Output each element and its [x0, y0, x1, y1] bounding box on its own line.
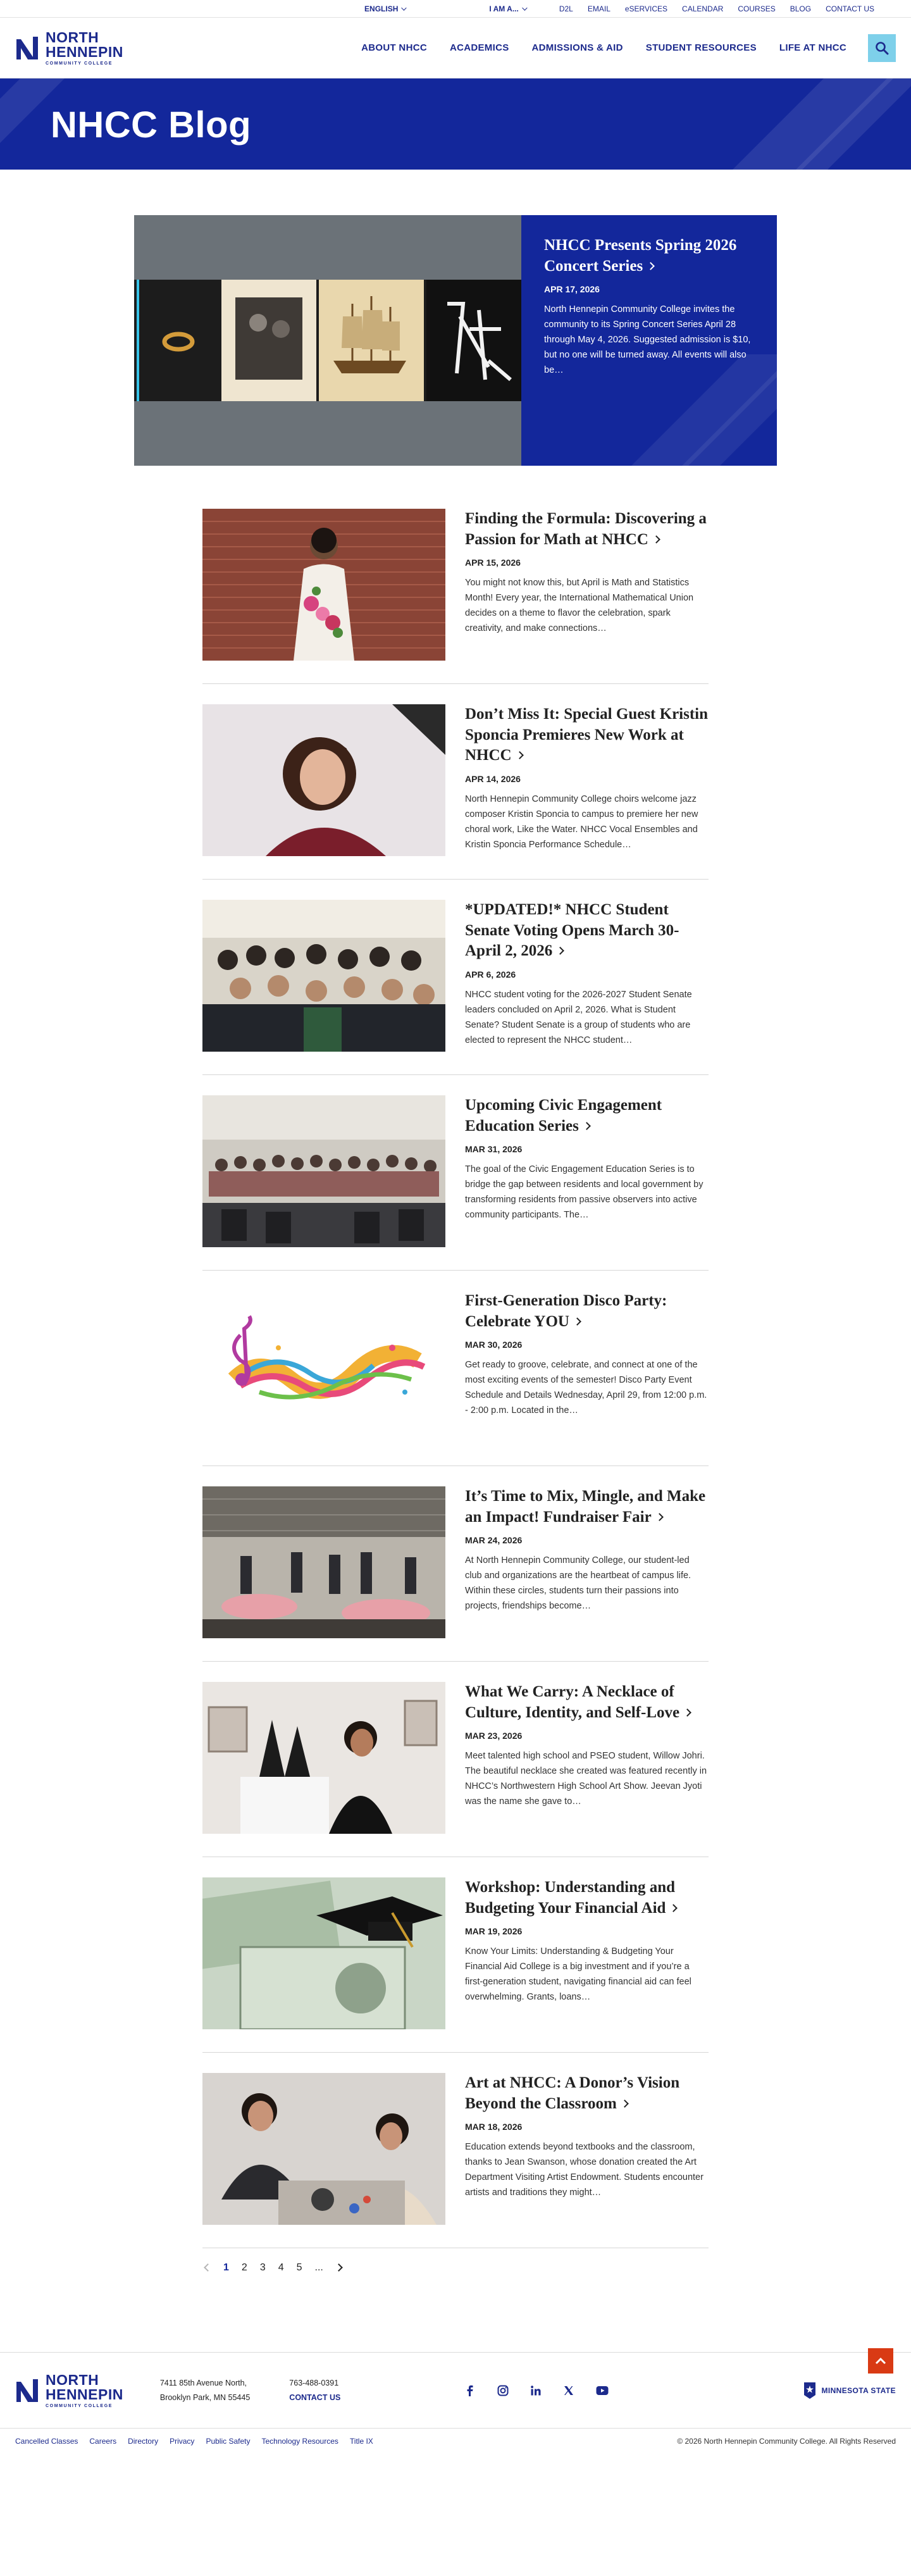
- post-item: [202, 1877, 709, 2053]
- post-title[interactable]: Don’t Miss It: Special Guest Kristin Sponcia Premieres New Work at NHCC: [465, 706, 709, 764]
- post-excerpt: At North Hennepin Community College, our student-led club and organizations are the heartbeat of campus life. Within these circles, students turn their passions into projects, friendships become…: [465, 1555, 691, 1612]
- chevron-right-icon: [670, 1904, 678, 1912]
- logo-mark-icon: [15, 34, 39, 62]
- post-image-fundraiser-fair[interactable]: [202, 1486, 445, 1638]
- chevron-right-icon: [516, 751, 524, 759]
- footer-link-technology-resources[interactable]: Technology Resources: [261, 2436, 338, 2446]
- chevron-left-icon: [204, 2263, 212, 2272]
- main-nav: [338, 34, 896, 62]
- post-excerpt: You might not know this, but April is Math and Statistics Month! Every year, the International Mathematical Union decides on a theme to flavor the celebration, spark creativity, and make connections…: [465, 578, 694, 634]
- footer-link-title-ix[interactable]: Title IX: [349, 2436, 373, 2446]
- pagination-next[interactable]: [336, 2262, 342, 2274]
- hero-banner: [0, 78, 911, 170]
- post-title[interactable]: First-Generation Disco Party: Celebrate YOU: [465, 1292, 667, 1330]
- post-title[interactable]: Workshop: Understanding and Budgeting Your Financial Aid: [465, 1877, 709, 1919]
- post-excerpt: North Hennepin Community College choirs welcome jazz composer Kristin Sponcia to campus to premiere her new choral work, Like the Water. NHCC Vocal Ensembles and Kristin Sponcia Performance Schedule…: [465, 793, 698, 850]
- footer-logo[interactable]: [15, 2373, 123, 2408]
- featured-post-excerpt: North Hennepin Community College invites the community to its Spring Concert Series April 28 through May 4, 2026. Suggested admission is $10, but no one will be turned away. All events will also be…: [544, 304, 751, 376]
- footer-phone[interactable]: 763-488-0391: [289, 2379, 339, 2387]
- copyright: © 2026 North Hennepin Community College. All Rights Reserved: [677, 2436, 896, 2446]
- x-twitter-icon[interactable]: [563, 2385, 574, 2396]
- site-header: [0, 18, 911, 78]
- chevron-right-icon: [573, 1317, 581, 1326]
- chevron-up-icon: [875, 2357, 886, 2365]
- post-image-kristin-sponcia[interactable]: [202, 704, 445, 856]
- featured-post-title[interactable]: NHCC Presents Spring 2026 Concert Series: [544, 237, 737, 275]
- page-link-1[interactable]: 1: [223, 2262, 229, 2273]
- post-title[interactable]: *UPDATED!* NHCC Student Senate Voting Opens March 30-April 2, 2026: [465, 901, 679, 959]
- page-link-3[interactable]: 3: [259, 2262, 266, 2273]
- post-excerpt: Get ready to groove, celebrate, and connect at one of the most exciting events of the semester! Disco Party Event Schedule and Details Wednesday, April 29, from 12:00 p.m. - 2:00 p.m. Located in the…: [465, 1360, 707, 1416]
- footer-address: 7411 85th Avenue North, Brooklyn Park, MN 55445: [159, 2379, 251, 2402]
- chevron-right-icon: [652, 535, 660, 544]
- util-link-blog[interactable]: BLOG: [790, 4, 812, 13]
- chevron-right-icon: [583, 1122, 591, 1130]
- linkedin-icon[interactable]: [530, 2385, 542, 2396]
- search-icon: [875, 41, 889, 55]
- page-link-2[interactable]: 2: [241, 2262, 247, 2273]
- footer-link-careers[interactable]: Careers: [89, 2436, 117, 2446]
- logo-north-text: NORTH: [46, 28, 99, 46]
- nhcc-logo[interactable]: [15, 30, 123, 66]
- post-item: [202, 1486, 709, 1662]
- featured-post-date: APR 17, 2026: [544, 284, 600, 294]
- footer-links: [15, 2437, 373, 2446]
- footer-link-public-safety[interactable]: Public Safety: [206, 2436, 251, 2446]
- logo-mark-icon: [15, 2377, 39, 2405]
- nav-admissions-aid[interactable]: ADMISSIONS & AID: [531, 42, 623, 53]
- chevron-right-icon: [335, 2263, 343, 2272]
- page-link-5[interactable]: 5: [296, 2262, 302, 2273]
- post-item: [202, 509, 709, 684]
- pagination: [202, 2262, 709, 2274]
- back-to-top-button[interactable]: [868, 2348, 893, 2374]
- post-image-financial-aid[interactable]: [202, 1877, 445, 2029]
- chevron-right-icon: [556, 947, 564, 955]
- post-item: [202, 1682, 709, 1857]
- post-date: MAR 24, 2026: [465, 1535, 523, 1545]
- chevron-down-icon: [522, 5, 527, 10]
- util-link-eservices[interactable]: eSERVICES: [624, 4, 668, 13]
- post-excerpt: NHCC student voting for the 2026-2027 Student Senate leaders concluded on April 2, 2026. What is Student Senate? Student Senate is a group of students who are elected to represent the NHCC student…: [465, 989, 692, 1045]
- chevron-right-icon: [621, 2100, 629, 2108]
- post-date: MAR 30, 2026: [465, 1340, 523, 1350]
- language-select[interactable]: ENGLISH: [364, 4, 405, 13]
- post-excerpt: Know Your Limits: Understanding & Budgeting Your Financial Aid College is a big investment and if you’re a first-generation student, navigating financial aid can feel overwhelming. Grants, loans…: [465, 1946, 691, 2003]
- nav-life-at-nhcc[interactable]: LIFE AT NHCC: [779, 42, 846, 53]
- chevron-down-icon: [402, 5, 407, 10]
- chevron-right-icon: [655, 1513, 664, 1521]
- post-image-math[interactable]: [202, 509, 445, 661]
- youtube-icon[interactable]: [596, 2386, 609, 2396]
- post-item: [202, 1095, 709, 1271]
- footer-logo-hennepin: HENNEPIN: [46, 2386, 123, 2403]
- post-date: APR 15, 2026: [465, 557, 521, 568]
- post-date: MAR 23, 2026: [465, 1731, 523, 1741]
- post-title[interactable]: Finding the Formula: Discovering a Passion for Math at NHCC: [465, 510, 707, 548]
- facebook-icon[interactable]: [464, 2385, 476, 2396]
- util-link-calendar[interactable]: CALENDAR: [682, 4, 724, 13]
- chevron-right-icon: [683, 1708, 691, 1717]
- logo-hennepin-text: HENNEPIN: [46, 43, 123, 60]
- post-image-student-senate[interactable]: [202, 900, 445, 1052]
- post-image-necklace[interactable]: [202, 1682, 445, 1834]
- i-am-a-dropdown[interactable]: I AM A...: [489, 4, 525, 13]
- logo-community-college-text: COMMUNITY COLLEGE: [46, 61, 113, 66]
- footer: [0, 2352, 911, 2453]
- post-excerpt: The goal of the Civic Engagement Education Series is to bridge the gap between residents and local government by transforming residents from passive observers into active community participants. The…: [465, 1164, 703, 1221]
- post-date: MAR 31, 2026: [465, 1144, 523, 1154]
- post-date: APR 6, 2026: [465, 969, 516, 980]
- footer-logo-north: NORTH: [46, 2371, 99, 2388]
- page-title: NHCC Blog: [51, 104, 252, 146]
- post-title[interactable]: Upcoming Civic Engagement Education Series: [465, 1097, 662, 1135]
- util-link-courses[interactable]: COURSES: [738, 4, 776, 13]
- post-title[interactable]: It’s Time to Mix, Mingle, and Make an Impact! Fundraiser Fair: [465, 1488, 706, 1526]
- nav-academics[interactable]: ACADEMICS: [449, 42, 509, 53]
- utility-bar: [0, 0, 911, 18]
- footer-link-cancelled-classes[interactable]: Cancelled Classes: [15, 2436, 78, 2446]
- instagram-icon[interactable]: [497, 2385, 509, 2396]
- minnesota-state-logo[interactable]: MINNESOTA STATE: [803, 2381, 896, 2400]
- featured-post-image[interactable]: [134, 215, 521, 466]
- pagination-prev[interactable]: [205, 2262, 211, 2274]
- post-image-art-donor[interactable]: [202, 2073, 445, 2225]
- post-title[interactable]: What We Carry: A Necklace of Culture, Identity, and Self-Love: [465, 1682, 709, 1723]
- featured-post-body: [521, 215, 777, 466]
- search-button[interactable]: [868, 34, 896, 62]
- post-date: MAR 19, 2026: [465, 1926, 523, 1936]
- post-title[interactable]: Art at NHCC: A Donor’s Vision Beyond the Classroom: [465, 2074, 680, 2112]
- post-date: APR 14, 2026: [465, 773, 521, 784]
- footer-contact: [289, 2376, 340, 2405]
- footer-link-directory[interactable]: Directory: [128, 2436, 159, 2446]
- post-item: [202, 2073, 709, 2248]
- social-links: [464, 2385, 609, 2396]
- footer-link-privacy[interactable]: Privacy: [170, 2436, 195, 2446]
- chevron-right-icon: [647, 262, 655, 270]
- nav-about-nhcc[interactable]: ABOUT NHCC: [361, 42, 427, 53]
- footer-contact-us-link[interactable]: CONTACT US: [289, 2392, 341, 2402]
- post-excerpt: Education extends beyond textbooks and the classroom, thanks to Jean Swanson, whose donation created the Art Department Visiting Artist Endowment. Students encounter artists and traditions they might…: [465, 2142, 703, 2198]
- pagination-ellipsis: ...: [314, 2262, 323, 2273]
- footer-logo-community-college: COMMUNITY COLLEGE: [46, 2403, 113, 2408]
- post-image-civic-engagement[interactable]: [202, 1095, 445, 1247]
- post-date: MAR 18, 2026: [465, 2122, 523, 2132]
- post-item: [202, 704, 709, 880]
- util-link-d2l[interactable]: D2L: [559, 4, 573, 13]
- page-link-4[interactable]: 4: [278, 2262, 284, 2273]
- util-link-email[interactable]: EMAIL: [587, 4, 610, 13]
- nav-student-resources[interactable]: STUDENT RESOURCES: [645, 42, 757, 53]
- minnesota-state-star-icon: [803, 2381, 817, 2400]
- post-excerpt: Meet talented high school and PSEO student, Willow Johri. The beautiful necklace she created was featured recently in NHCC’s Northwestern High School Art Show. Jeevan Jyoti was the name she gave to…: [465, 1751, 707, 1807]
- post-image-disco-party[interactable]: [202, 1291, 445, 1443]
- util-link-contact-us[interactable]: CONTACT US: [826, 4, 874, 13]
- post-item: [202, 1291, 709, 1466]
- featured-post: [134, 215, 777, 466]
- post-item: [202, 900, 709, 1075]
- post-list: [202, 509, 709, 2248]
